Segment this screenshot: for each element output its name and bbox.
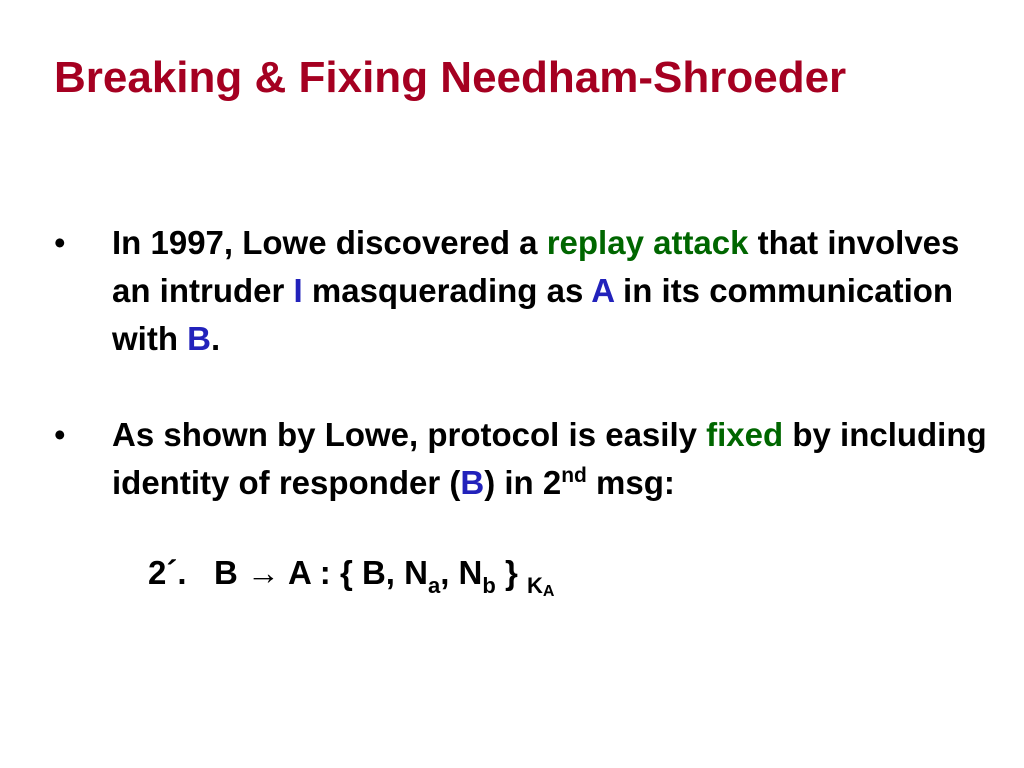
fixed-term: fixed bbox=[706, 416, 784, 453]
right-arrow-icon: → bbox=[247, 554, 281, 591]
principal-b-symbol: B bbox=[187, 320, 211, 357]
formula-sender: B bbox=[214, 554, 238, 591]
nonce-b-subscript: b bbox=[482, 573, 496, 598]
bullet-list bbox=[0, 219, 1024, 507]
bullet2-text-4: msg: bbox=[586, 464, 675, 501]
ordinal-suffix: nd bbox=[561, 464, 587, 487]
bullet2-text-2: by including identity of responder ( bbox=[112, 416, 987, 501]
bullet-lowe-attack bbox=[0, 219, 1024, 363]
bullet-dot: • bbox=[54, 224, 66, 261]
formula-payload-close: } bbox=[495, 554, 518, 591]
bullet1-text-5: . bbox=[211, 320, 221, 357]
encryption-key-subscript: A bbox=[542, 583, 555, 600]
principal-a-symbol: A bbox=[591, 272, 614, 309]
bullet1-text-1: In 1997, Lowe discovered a bbox=[112, 224, 547, 261]
responder-b-symbol: B bbox=[460, 464, 485, 501]
slide-title: Breaking & Fixing Needham-Shroeder bbox=[54, 53, 847, 102]
bullet2-text-3: ) in 2 bbox=[484, 464, 562, 501]
bullet-dot: • bbox=[54, 416, 66, 453]
bullet-protocol-fix bbox=[0, 411, 1024, 507]
intruder-symbol: I bbox=[293, 272, 303, 309]
bullet1-text-4: in its communication with bbox=[112, 272, 954, 357]
message-number: 2´. bbox=[148, 554, 187, 591]
formula-payload-open: : { B, N bbox=[319, 554, 428, 591]
formula-receiver: A bbox=[288, 554, 311, 591]
bullet2-text-1: As shown by Lowe, protocol is easily bbox=[112, 416, 707, 453]
nonce-a-subscript: a bbox=[427, 573, 441, 598]
protocol-message-formula bbox=[148, 549, 555, 600]
bullet1-text-2: that involves an intruder bbox=[112, 224, 960, 309]
encryption-key-letter: K bbox=[527, 573, 543, 598]
replay-attack-term: replay attack bbox=[546, 224, 749, 261]
bullet1-text-3: masquerading as bbox=[302, 272, 592, 309]
formula-payload-mid: , N bbox=[440, 554, 483, 591]
encryption-key bbox=[527, 573, 554, 598]
